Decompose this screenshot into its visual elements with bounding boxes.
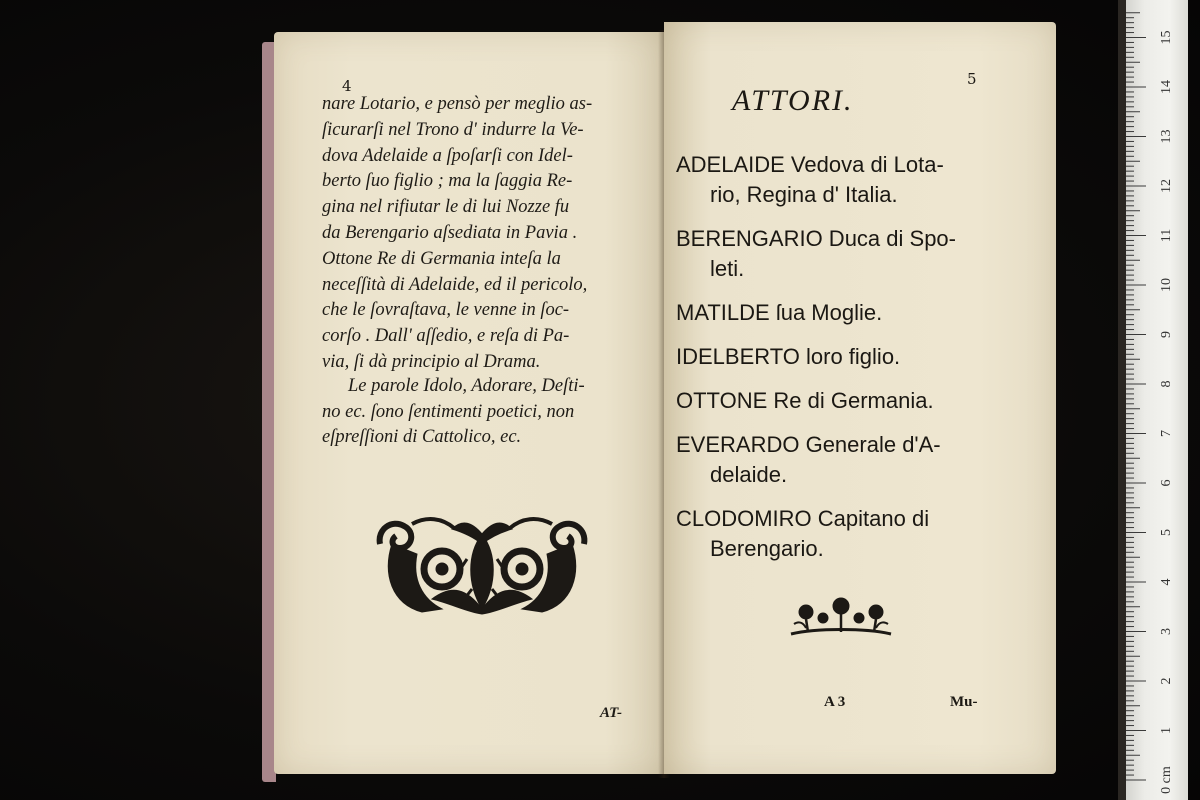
cast-line: CLODOMIRO Capitano di	[676, 506, 930, 531]
text-line: gina nel rifiutar le di lui Nozze fu	[322, 197, 570, 218]
cast-entry	[676, 150, 1036, 210]
cast-entry	[676, 342, 1036, 372]
woodcut-ornament	[372, 514, 592, 619]
open-book	[262, 22, 1062, 782]
cast-line: ADELAIDE Vedova di Lota-	[676, 152, 944, 177]
cast-entry	[676, 504, 1036, 564]
left-catchword: AT-	[600, 705, 622, 721]
ruler-number: 15	[1159, 30, 1174, 45]
text-line: dova Adelaide a ſpoſarſi con Idel-	[322, 145, 573, 166]
cast-line: EVERARDO Generale d'A-	[676, 432, 941, 457]
cast-line: leti.	[710, 256, 745, 281]
left-page-number: 4	[342, 77, 352, 95]
cast-entry	[676, 298, 1036, 328]
cast-entry	[676, 430, 1036, 490]
ruler-number: 10	[1159, 278, 1174, 292]
ruler-number: 7	[1159, 430, 1174, 437]
cast-entry	[676, 224, 1036, 284]
ruler-number: 1	[1159, 727, 1174, 734]
note-line: no ec. ſono ſentimenti poetici, non	[322, 401, 575, 422]
cast-line: delaide.	[710, 462, 788, 487]
ruler-number: 5	[1159, 529, 1174, 536]
ruler-number: 9	[1159, 331, 1174, 338]
text-line: corſo . Dall' aſſedio, e reſa di Pa-	[322, 326, 570, 347]
cast-list	[676, 150, 1036, 578]
cast-line: MATILDE ſua Moglie.	[676, 300, 883, 325]
page-title: ATTORI.	[732, 84, 854, 117]
cast-line: rio, Regina d' Italia.	[710, 182, 898, 207]
cast-line: Berengario.	[710, 536, 824, 561]
cast-entry	[676, 386, 1036, 416]
cast-line: OTTONE Re di Germania.	[676, 388, 934, 413]
cast-line: BERENGARIO Duca di Spo-	[676, 226, 956, 251]
text-line: ſicurarſi nel Trono d' indurre la Ve-	[322, 119, 584, 140]
floral-ornament	[786, 594, 896, 638]
ruler-number: 8	[1159, 380, 1174, 388]
right-catchword: Mu-	[950, 694, 978, 710]
ruler-number: 2	[1159, 677, 1174, 685]
left-page-text	[322, 92, 647, 376]
text-line: via, ſi dà principio al Drama.	[322, 351, 541, 372]
ruler-ticks	[1126, 0, 1188, 800]
text-line: nare Lotario, e pensò per meglio as-	[322, 94, 593, 114]
ruler-number: 12	[1159, 179, 1174, 193]
measuring-ruler	[1126, 0, 1188, 800]
ruler-shadow	[1118, 0, 1126, 800]
ruler-number: 14	[1159, 80, 1174, 94]
cast-line: IDELBERTO loro figlio.	[676, 344, 901, 369]
signature-mark: A 3	[824, 694, 846, 710]
right-page-number: 5	[967, 70, 977, 88]
text-line: neceſſità di Adelaide, ed il pericolo,	[322, 274, 588, 295]
ruler-number: 6	[1159, 479, 1174, 487]
ruler-number: 11	[1159, 228, 1174, 243]
text-line: berto ſuo figlio ; ma la ſaggia Re-	[322, 171, 573, 192]
note-line: Le parole Idolo, Adorare, Deſti-	[348, 376, 585, 396]
ruler-number: 0 cm	[1159, 766, 1174, 794]
text-line: da Berengario aſsediata in Pavia .	[322, 222, 578, 243]
text-line: Ottone Re di Germania inteſa la	[322, 248, 561, 269]
ruler-number: 4	[1159, 578, 1174, 586]
ruler-number: 13	[1159, 129, 1174, 144]
left-page-note	[322, 374, 652, 451]
ruler-number: 3	[1159, 628, 1174, 635]
text-line: che le ſovraſtava, le venne in ſoc-	[322, 300, 570, 321]
note-line: eſpreſſioni di Cattolico, ec.	[322, 427, 522, 448]
